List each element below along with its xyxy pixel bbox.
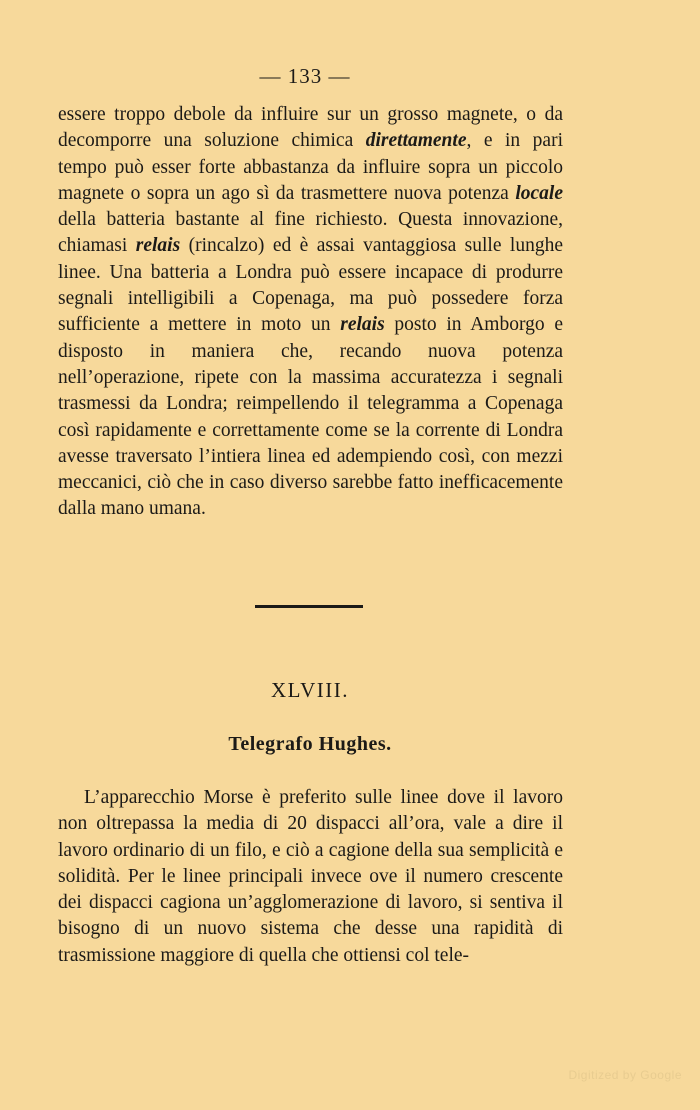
page-number: — 133 — xyxy=(259,64,351,88)
paragraph-continuation xyxy=(58,102,563,523)
paragraph-text-segment: della batteria bastante al fine richiesto. Questa innovazione, chiamasi xyxy=(58,209,563,257)
italic-term-relais: relais xyxy=(340,314,385,336)
chapter-paragraph: L’apparecchio Morse è preferito sulle linee dove il lavoro non oltrepassa la media di 20 dispacci all’ora, vale a dire il lavoro ordinario di un filo, e ciò a cagione della sua semplicità e solidità. Per le linee principali invece ove il numero crescente dei dispacci cagiona un’agglomerazione di lavoro, si sentiva il bisogno di un nuovo sistema che desse una rapidità di trasmissione maggiore di quella che ottiensi col tele- xyxy=(58,787,563,966)
italic-term-direttamente: direttamente xyxy=(365,130,467,152)
paragraph-text-segment: posto in Amborgo e disposto in maniera che, recando nuova potenza nell’operazione, ripete con la massima accuratezza i segnali trasmessi da Londra; reimpellendo il telegramma a Copenaga così rapidamente e correttamente come se la corrente di Londra avesse traversato l’intiera linea ed adempiendo così, con mezzi meccanici, ciò che in caso diverso sarebbe fatto inefficacemente dalla mano umana. xyxy=(58,314,563,520)
paragraph-text-segment: essere troppo debole da influire sur un grosso magnete, o da decomporre una soluzione chimica xyxy=(58,104,563,152)
chapter-number: XLVIII. xyxy=(271,678,349,702)
chapter-title: Telegrafo Hughes. xyxy=(228,733,392,755)
paragraph-text-segment: , e in pari tempo può esser forte abbastanza da influire sopra un piccolo magnete o sopra un ago sì da trasmettere nuova potenza xyxy=(58,130,563,204)
watermark: Digitized by Google xyxy=(568,1068,682,1082)
paragraph-text-segment: (rincalzo) ed è assai vantaggiosa sulle lunghe linee. Una batteria a Londra può essere incapace di produrre segnali intelligibili a Copenaga, ma può possedere forza sufficiente a mettere in moto un xyxy=(58,235,563,336)
italic-term-relais: relais xyxy=(135,235,181,257)
section-divider xyxy=(255,605,363,608)
italic-term-locale: locale xyxy=(515,182,563,204)
